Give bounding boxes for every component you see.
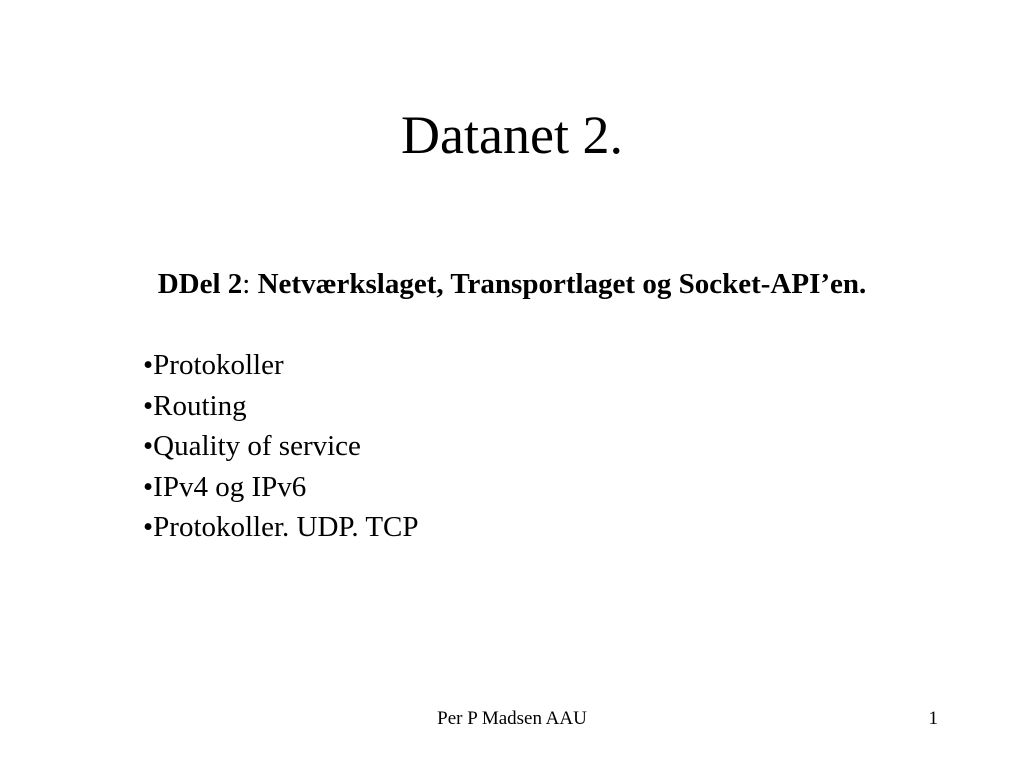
bullet-item [143,507,419,548]
bullet-item [143,467,419,508]
bullet-text: Protokoller [153,349,284,381]
page-number: 1 [928,708,938,729]
bullet-text: Routing [153,389,247,422]
subtitle-separator: : [242,268,258,300]
bullet-marker: • [143,511,154,543]
bullet-marker: • [143,430,154,462]
bullet-item [143,386,419,427]
bullet-text: IPv4 og IPv6 [153,470,307,503]
bullet-marker: • [143,349,154,381]
bullet-text: Protokoller. UDP. TCP [153,511,419,543]
slide-title: Datanet 2. [401,105,623,165]
bullet-item [143,426,419,467]
bullet-marker: • [143,470,154,503]
footer-author: Per P Madsen AAU [437,708,587,729]
slide-subtitle [0,264,1024,304]
bullet-text: Quality of service [153,430,361,462]
bullet-item [143,345,419,386]
subtitle-prefix: DDel 2 [157,268,243,300]
subtitle-text: Netværkslaget, Transportlaget og Socket-API’en. [257,268,867,300]
bullet-marker: • [143,389,154,422]
bullet-list [143,345,419,548]
